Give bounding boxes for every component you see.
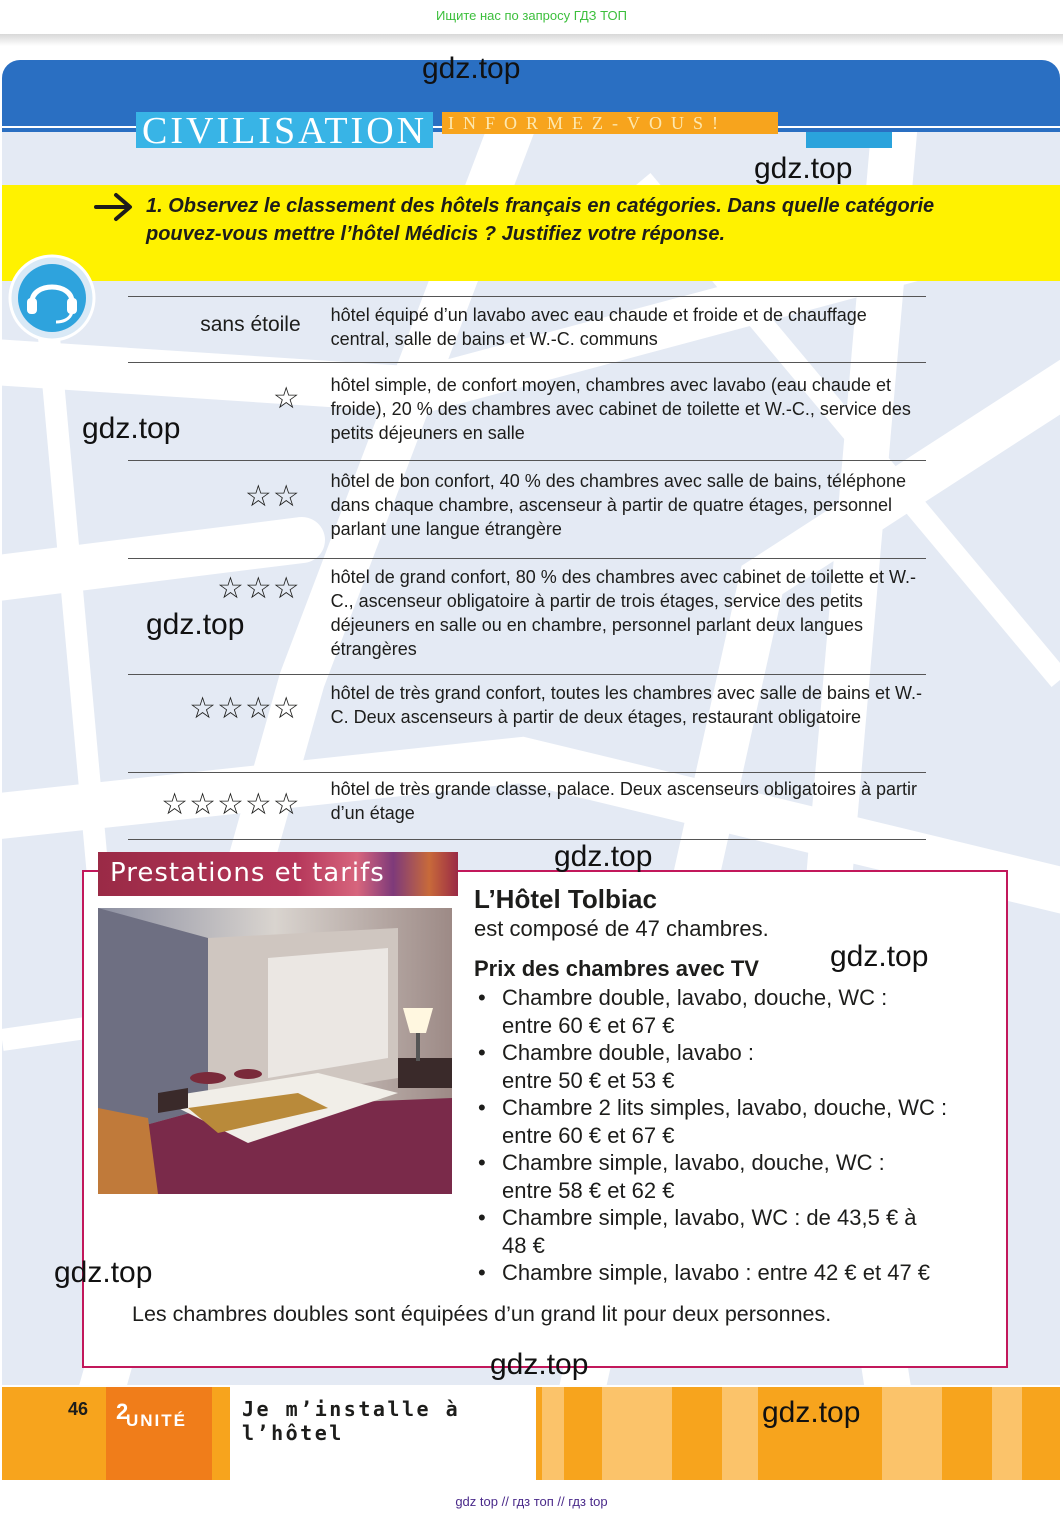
top-shadow [0,34,1063,46]
page-number: 46 [68,1399,89,1419]
arrow-right-icon [94,192,138,222]
unit-label: UNITÉ [126,1411,187,1430]
bullet: • [478,985,486,1010]
category-row [128,296,926,362]
chapter-title: Je m’installe à l’hôtel [242,1397,461,1445]
bullet: • [478,1260,486,1285]
star-rating-icon: ☆☆ [244,479,301,514]
price-item: • Chambre simple, lavabo : entre 42 € et 47 € [478,1260,931,1285]
price-item: • Chambre double, lavabo : entre 50 € et 53 € [478,1040,754,1093]
chapter-title-box [230,1387,536,1480]
hotel-category-table [128,296,926,840]
category-row [128,674,926,772]
category-description: hôtel de très grand confort, toutes les chambres avec salle de bains et W.-C. Deux ascenseurs à partir de deux étages, restaurant obligatoire [330,683,922,727]
category-description: hôtel simple, de confort moyen, chambres avec lavabo (eau chaude et froide), 20 % des chambres avec cabinet de toilette et W.-C., service des petits déjeuners en salle [330,375,911,443]
section-subtitle: INFORMEZ-VOUS! [442,112,778,134]
watermark: gdz.top [54,1256,153,1289]
footer-bar [2,1385,1060,1480]
bottom-links[interactable]: gdz top // гдз топ // гдз top [455,1494,608,1509]
watermark: gdz.top [754,152,853,185]
prestations-banner [98,852,458,896]
prices-title: Prix des chambres avec TV [474,956,759,981]
price-item: • Chambre double, lavabo, douche, WC : entre 60 € et 67 € [478,985,888,1038]
hotel-description: est composé de 47 chambres. [474,916,769,941]
bullet: • [478,1205,486,1230]
unit-number: 2 [116,1399,131,1424]
category-description: hôtel équipé d’un lavabo avec eau chaude et froide et de chauffage central, salle de bains et W.-C. communs [330,305,867,349]
watermark: gdz.top [762,1396,861,1429]
bullet: • [478,1095,486,1120]
category-label: sans étoile [200,313,301,336]
rooms-note: Les chambres doubles sont équipées d’un grand lit pour deux personnes. [132,1302,832,1326]
price-item: • Chambre simple, lavabo, WC : de 43,5 € à 48 € [478,1205,917,1258]
star-rating-icon: ☆☆☆ [216,571,301,606]
star-rating-icon: ☆☆☆☆ [189,691,301,726]
watermark: gdz.top [554,840,653,873]
top-note: Ищите нас по запросу ГДЗ ТОП [0,0,1063,34]
category-row [128,772,926,840]
category-description: hôtel de très grande classe, palace. Deux ascenseurs obligatoires à partir d’un étage [330,779,917,823]
category-row [128,558,926,674]
headphones-icon [8,254,96,342]
header-tab-decoration [806,132,892,148]
bullet: • [478,1040,486,1065]
hotel-room-photo [98,908,452,1194]
price-list [474,984,994,1287]
question-text: 1. Observez le classement des hôtels français en catégories. Dans quelle catégorie pouvez-vous mettre l’hôtel Médicis ? Justifiez votre réponse. [146,195,935,245]
star-rating-icon: ☆☆☆☆☆ [161,787,301,822]
prestations-banner-title: Prestations et tarifs [110,858,385,888]
watermark: gdz.top [82,412,181,445]
watermark: gdz.top [146,608,245,641]
category-row [128,460,926,558]
category-description: hôtel de grand confort, 80 % des chambres avec cabinet de toilette et W.-C., ascenseur obligatoire à partir de trois étages, service des petits déjeuners en salle ou en chambre, personnel parlant deux langues étrangères [330,567,916,659]
category-description: hôtel de bon confort, 40 % des chambres avec salle de bains, téléphone dans chaque chambre, ascenseur à partir de quatre étages, personnel parlant une langue étrangère [330,471,907,539]
section-title: CIVILISATION [136,112,433,148]
watermark: gdz.top [830,940,929,973]
category-row [128,362,926,460]
unit-badge [106,1387,212,1480]
textbook-page [2,60,1060,1480]
bullet: • [478,1150,486,1175]
star-rating-icon: ☆ [272,381,301,416]
price-item: • Chambre 2 lits simples, lavabo, douche, WC : entre 60 € et 67 € [478,1095,948,1148]
hotel-name: L’Hôtel Tolbiac [474,884,657,914]
watermark: gdz.top [490,1348,589,1381]
price-item: • Chambre simple, lavabo, douche, WC : entre 58 € et 62 € [478,1150,885,1203]
watermark: gdz.top [422,52,521,85]
